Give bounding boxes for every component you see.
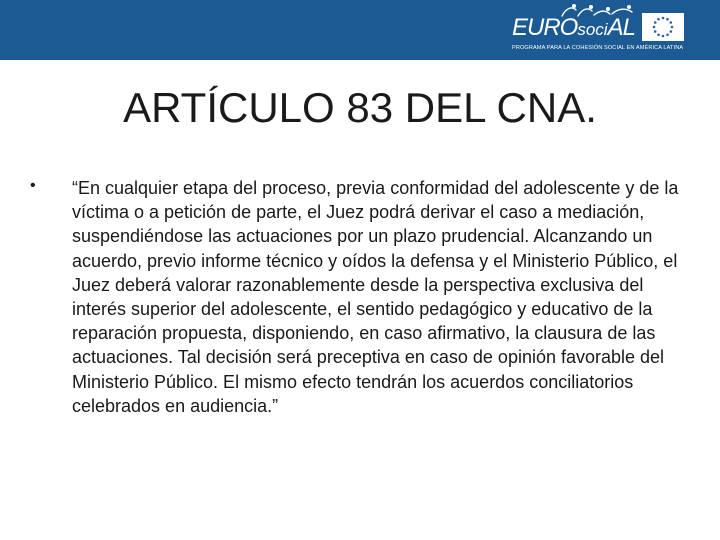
quote-paragraph: “En cualquier etapa del proceso, previa conformidad del adolescente y de la víctima o a petición de parte, el Juez podrá derivar el caso a mediación, suspendiéndose las actuaciones por un plazo prudencial. Alcanzando un acuerdo, previo informe técnico y oídos la defensa y el Ministerio Público, el Juez deberá valorar razonablemente desde la perspectiva exclusiva del interés superior del adolescente, el sentido pedagógico y educativo de la reparación propuesta, disponiendo, en caso afirmativo, la clausura de las actuaciones. Tal decisión será preceptiva en caso de opinión favorable del Ministerio Público. El mismo efecto tendrán los acuerdos conciliatorios celebrados en audiencia.” <box>72 178 679 416</box>
header-band <box>0 0 720 60</box>
logo-text-euro: EURO <box>512 14 578 41</box>
eurosocial-logo <box>500 2 700 58</box>
slide-content <box>30 176 690 418</box>
logo-wordmark <box>512 16 635 40</box>
logo-text-al: AL <box>607 14 635 41</box>
slide-title: ARTÍCULO 83 DEL CNA. <box>123 84 597 131</box>
bullet-marker: • <box>30 177 36 194</box>
eu-flag-icon <box>642 13 684 41</box>
logo-text-soci: soci <box>577 20 608 39</box>
logo-tagline: PROGRAMA PARA LA COHESIÓN SOCIAL EN AMÉRICA LATINA <box>512 45 684 51</box>
